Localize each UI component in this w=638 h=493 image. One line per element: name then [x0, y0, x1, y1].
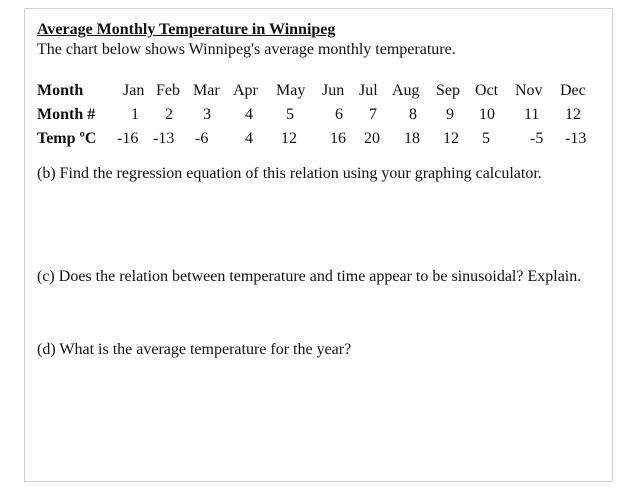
- table-cell: 3: [203, 106, 211, 123]
- table-cell: 18: [404, 130, 420, 147]
- table-cell: Mar: [193, 82, 220, 99]
- table-cell: 20: [364, 130, 380, 147]
- table-cell: Dec: [560, 82, 586, 99]
- table-cell: -13: [153, 130, 175, 147]
- table-cell: May: [276, 82, 306, 99]
- question-d: (d) What is the average temperature for the year?: [37, 341, 352, 358]
- table-cell: Feb: [156, 82, 180, 99]
- table-cell: Jun: [322, 82, 345, 99]
- table-cell: 12: [443, 130, 459, 147]
- table-cell: 10: [479, 106, 495, 123]
- table-cell: 6: [335, 106, 343, 123]
- table-cell: Sep: [436, 82, 460, 99]
- worksheet-title: Average Monthly Temperature in Winnipeg: [37, 21, 336, 38]
- table-cell: -16: [117, 130, 139, 147]
- question-c: (c) Does the relation between temperature and time appear to be sinusoidal? Explain.: [37, 268, 582, 285]
- row-label: Temp ºC: [37, 130, 97, 147]
- table-cell: 12: [281, 130, 297, 147]
- table-cell: -5: [530, 130, 544, 147]
- table-row-month-number: [37, 104, 607, 126]
- temperature-table: [37, 80, 607, 150]
- table-cell: 16: [330, 130, 346, 147]
- table-cell: Oct: [475, 82, 499, 99]
- table-cell: Aug: [392, 82, 420, 99]
- table-cell: 5: [482, 130, 490, 147]
- table-cell: Jan: [123, 82, 145, 99]
- worksheet-subtitle: The chart below shows Winnipeg's average monthly temperature.: [37, 41, 456, 58]
- table-cell: 4: [245, 106, 253, 123]
- table-cell: 7: [369, 106, 377, 123]
- table-cell: -6: [195, 130, 209, 147]
- row-label: Month #: [37, 106, 96, 123]
- table-cell: Apr: [233, 82, 258, 99]
- question-b: (b) Find the regression equation of this relation using your graphing calculator.: [37, 165, 542, 182]
- table-row-temperature: [37, 128, 607, 150]
- table-cell: 5: [286, 106, 294, 123]
- table-cell: Nov: [515, 82, 543, 99]
- table-cell: 12: [565, 106, 581, 123]
- table-cell: 2: [165, 106, 173, 123]
- table-cell: 1: [131, 106, 139, 123]
- table-cell: 11: [524, 106, 540, 123]
- table-cell: 4: [245, 130, 253, 147]
- table-cell: 8: [409, 106, 417, 123]
- table-cell: 9: [446, 106, 454, 123]
- row-label: Month: [37, 82, 84, 99]
- worksheet-page: [24, 8, 613, 482]
- table-cell: Jul: [359, 82, 378, 99]
- table-cell: -13: [565, 130, 587, 147]
- table-row-month: [37, 80, 607, 102]
